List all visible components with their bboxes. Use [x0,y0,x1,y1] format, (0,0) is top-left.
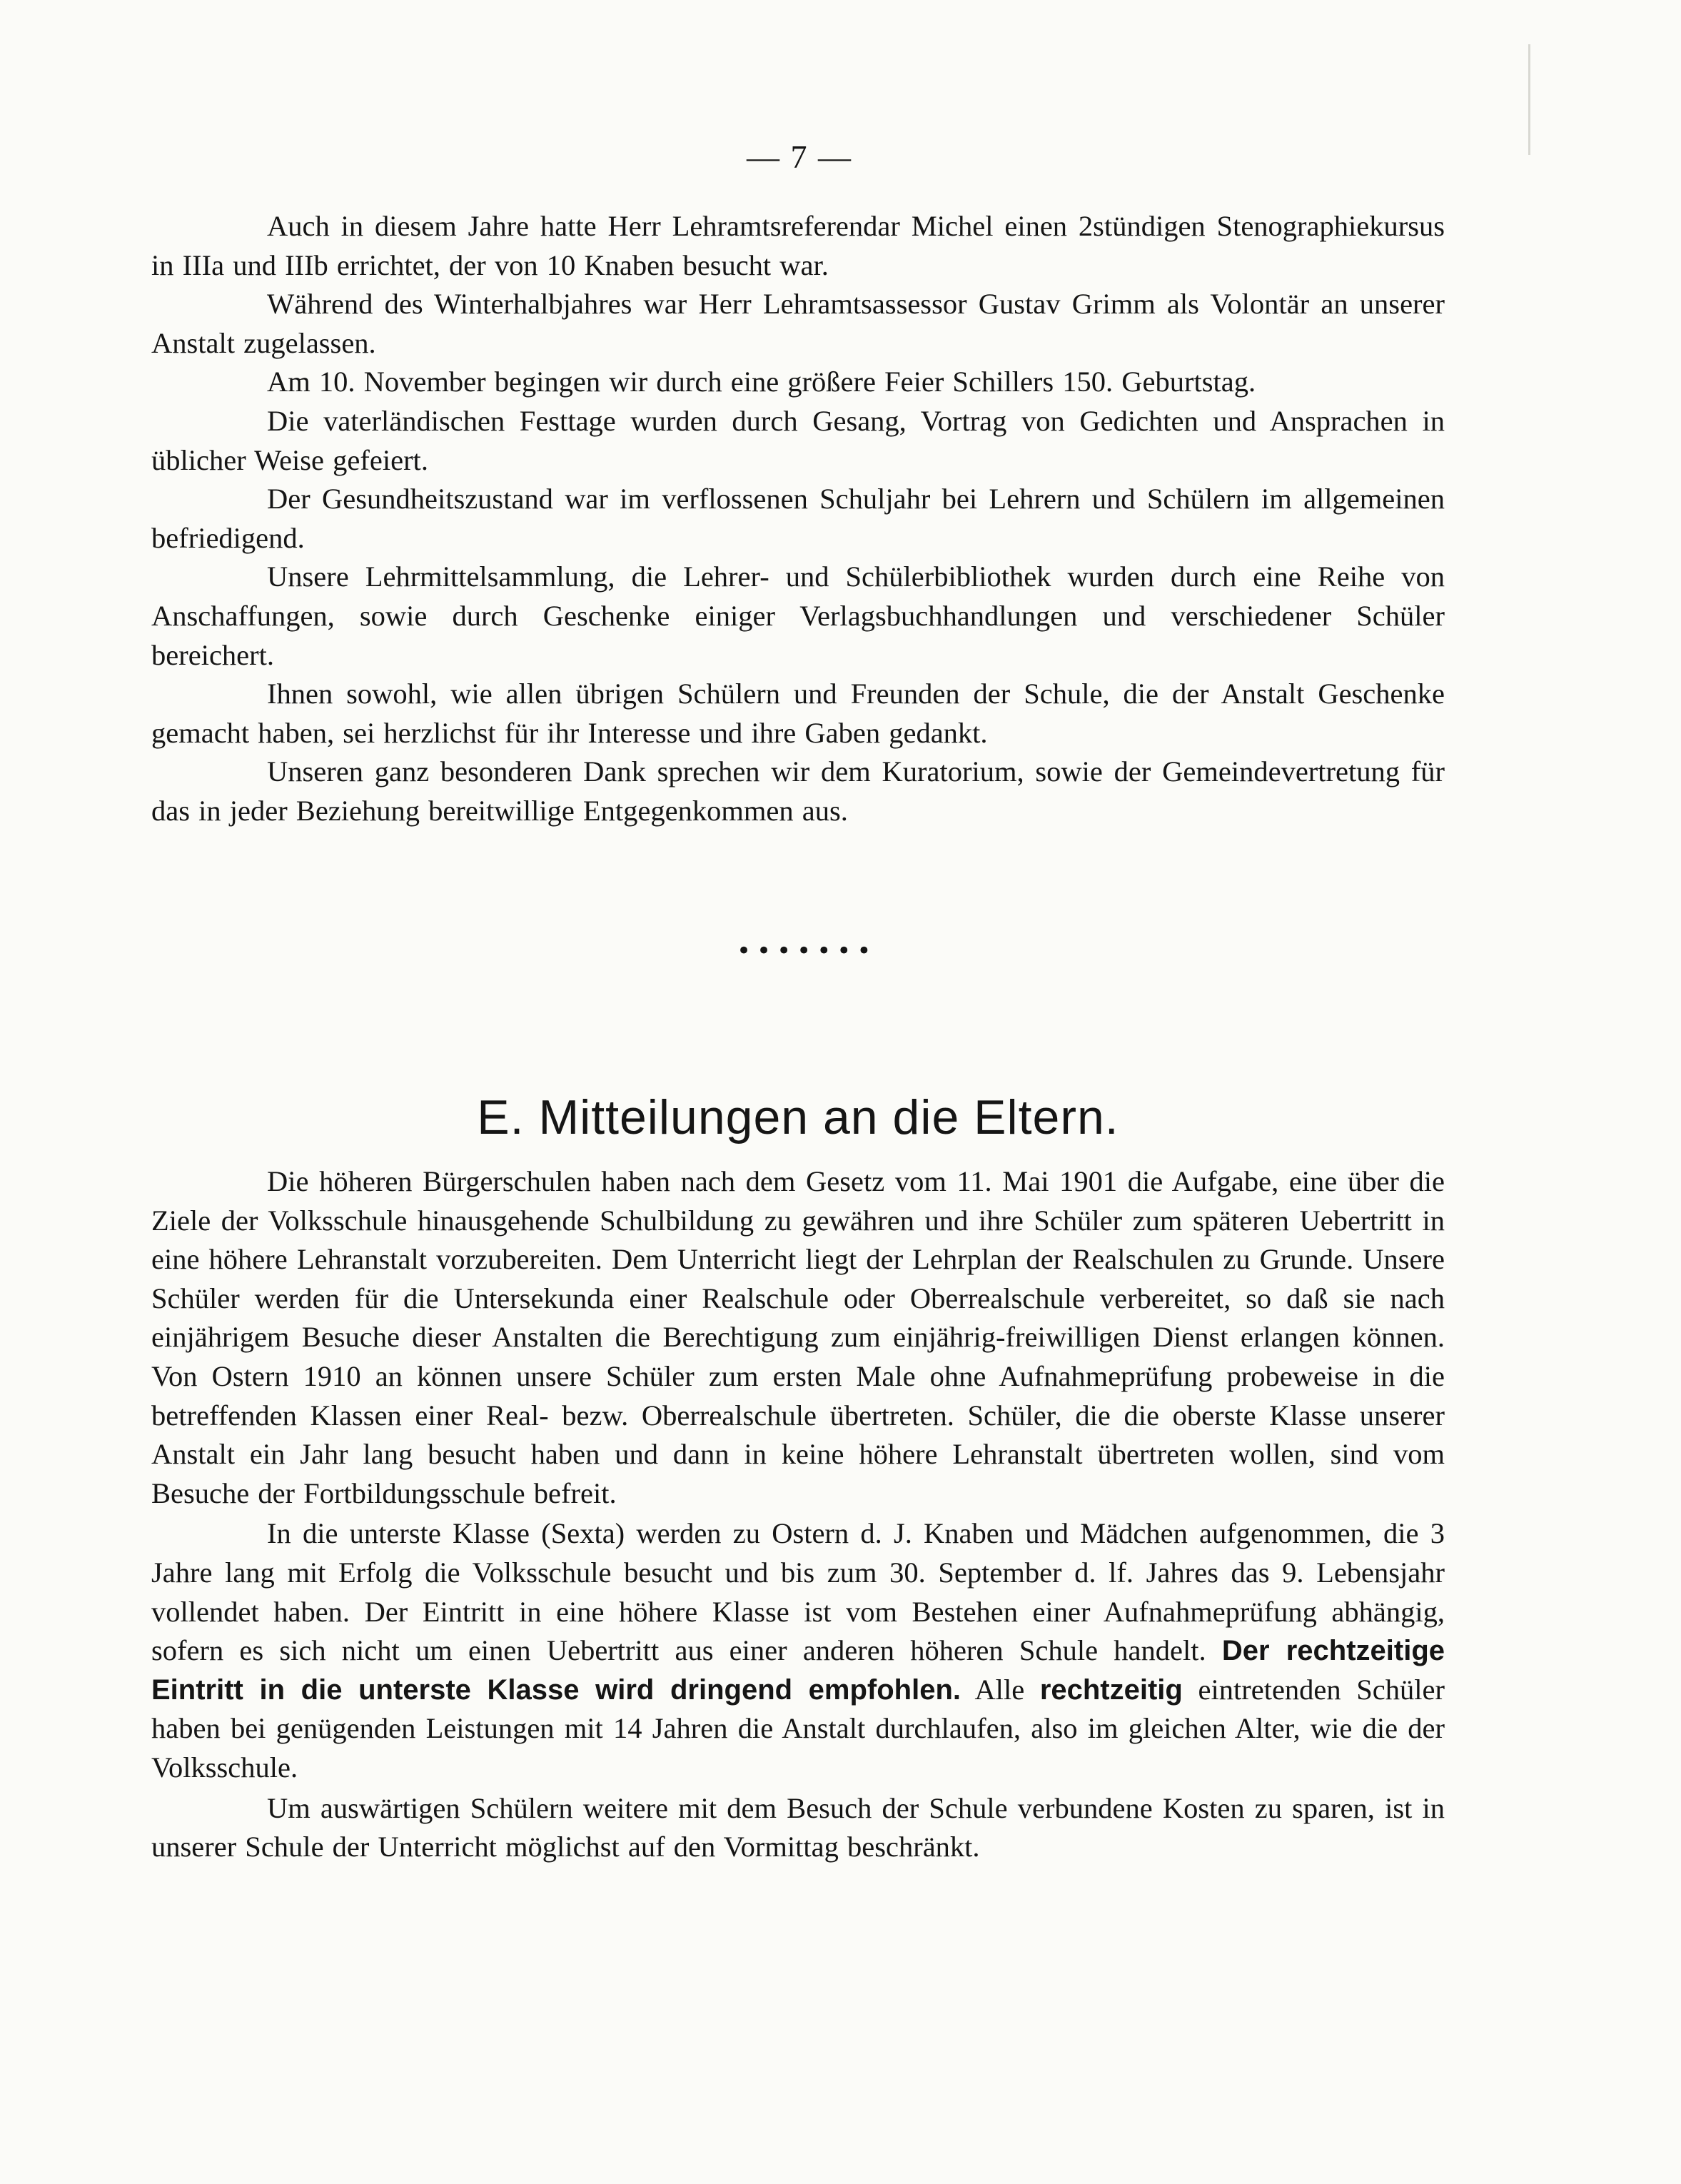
paragraph-stenography-course: Auch in diesem Jahre hatte Herr Lehramtsreferendar Michel einen 2stündigen Stenographiekursus in IIIa und IIIb errichtet, der von 10 Knaben besucht war. [151,210,1445,281]
admission-emphasis-2: rechtzeitig [1039,1674,1183,1706]
section-divider-ornament: ••••••• [737,937,877,965]
paragraph-schiller-celebration: Am 10. November begingen wir durch eine größere Feier Schillers 150. Geburtstag. [267,366,1256,398]
paragraph-morning-lessons: Um auswärtigen Schülern weitere mit dem Besuch der Schule verbundene Kosten zu sparen, ist in unserer Schule der Unterricht möglichst auf den Vormittag beschränkt. [151,1791,1445,1863]
scan-edge-mark [1528,44,1530,155]
paragraph-admission [151,1514,1445,1787]
chronicle-section [151,207,1445,831]
paragraph-health-status: Der Gesundheitszustand war im verflossenen Schuljahr bei Lehrern und Schülern im allgemeinen befriedigend. [151,483,1445,554]
admission-text-3: eintretenden Schüler haben bei genügenden Leistungen mit 14 Jahren die Anstalt durchlaufen, also im gleichen Alter, wie die der Volksschule. [151,1673,1445,1783]
admission-emphasis-1: Der rechtzeitige Eintritt in die unterste Klasse wird dringend empfohlen. [151,1635,1445,1706]
paragraph-library: Unsere Lehrmittelsammlung, die Lehrer- und Schülerbibliothek wurden durch eine Reihe von Anschaffungen, sowie durch Geschenke einiger Verlagsbuchhandlungen und verschiedener Schüler bereichert. [151,560,1445,671]
admission-text-1: In die unterste Klasse (Sexta) werden zu Ostern d. J. Knaben und Mädchen aufgenommen, die 3 Jahre lang mit Erfolg die Volksschule besucht und bis zum 30. September d. lf. Jahres das 9. Lebensjahr vollendet haben. Der Eintritt in eine höhere Klasse ist vom Bestehen einer Aufnahmeprüfung abhängig, sofern es sich nicht um einen Uebertritt aus einer anderen höheren Schule handelt. [151,1517,1445,1667]
section-heading-parents: E. Mitteilungen an die Eltern. [477,1090,1119,1144]
paragraph-thanks-board: Unseren ganz besonderen Dank sprechen wir dem Kuratorium, sowie der Gemeindevertretung für das in jeder Beziehung bereitwillige Entgegenkommen aus. [151,755,1445,827]
paragraph-thanks-donors: Ihnen sowohl, wie allen übrigen Schülern und Freunden der Schule, die der Anstalt Geschenke gemacht haben, sei herzlichst für ihr Interesse und ihre Gaben gedankt. [151,678,1445,749]
paragraph-national-holidays: Die vaterländischen Festtage wurden durch Gesang, Vortrag von Gedichten und Ansprachen in üblicher Weise gefeiert. [151,404,1445,476]
parents-section [151,1162,1445,1867]
admission-text-2: Alle [974,1673,1025,1706]
paragraph-volunteer: Während des Winterhalbjahres war Herr Lehramtsassessor Gustav Grimm als Volontär an unserer Anstalt zugelassen. [151,288,1445,359]
paragraph-school-purpose: Die höheren Bürgerschulen haben nach dem Gesetz vom 11. Mai 1901 die Aufgabe, eine über die Ziele der Volksschule hinausgehende Schulbildung zu gewähren und ihre Schüler zum späteren Uebertritt in eine höhere Lehranstalt vorzubereiten. Dem Unterricht liegt der Lehrplan der Realschulen zu Grunde. Unsere Schüler werden für die Untersekunda einer Realschule oder Oberrealschule verbereitet, so daß sie nach einjährigem Besuche dieser Anstalten die Berechtigung zum einjährig-freiwilligen Dienst erlangen können. Von Ostern 1910 an können unsere Schüler zum ersten Male ohne Aufnahmeprüfung probeweise in die betreffenden Klassen einer Real- bezw. Oberrealschule übertreten. Schüler, die die oberste Klasse unserer Anstalt ein Jahr lang besucht haben und dann in keine höhere Lehranstalt übertreten wollen, sind vom Besuche der Fortbildungsschule befreit. [151,1165,1445,1509]
page-number: — 7 — [747,139,852,175]
